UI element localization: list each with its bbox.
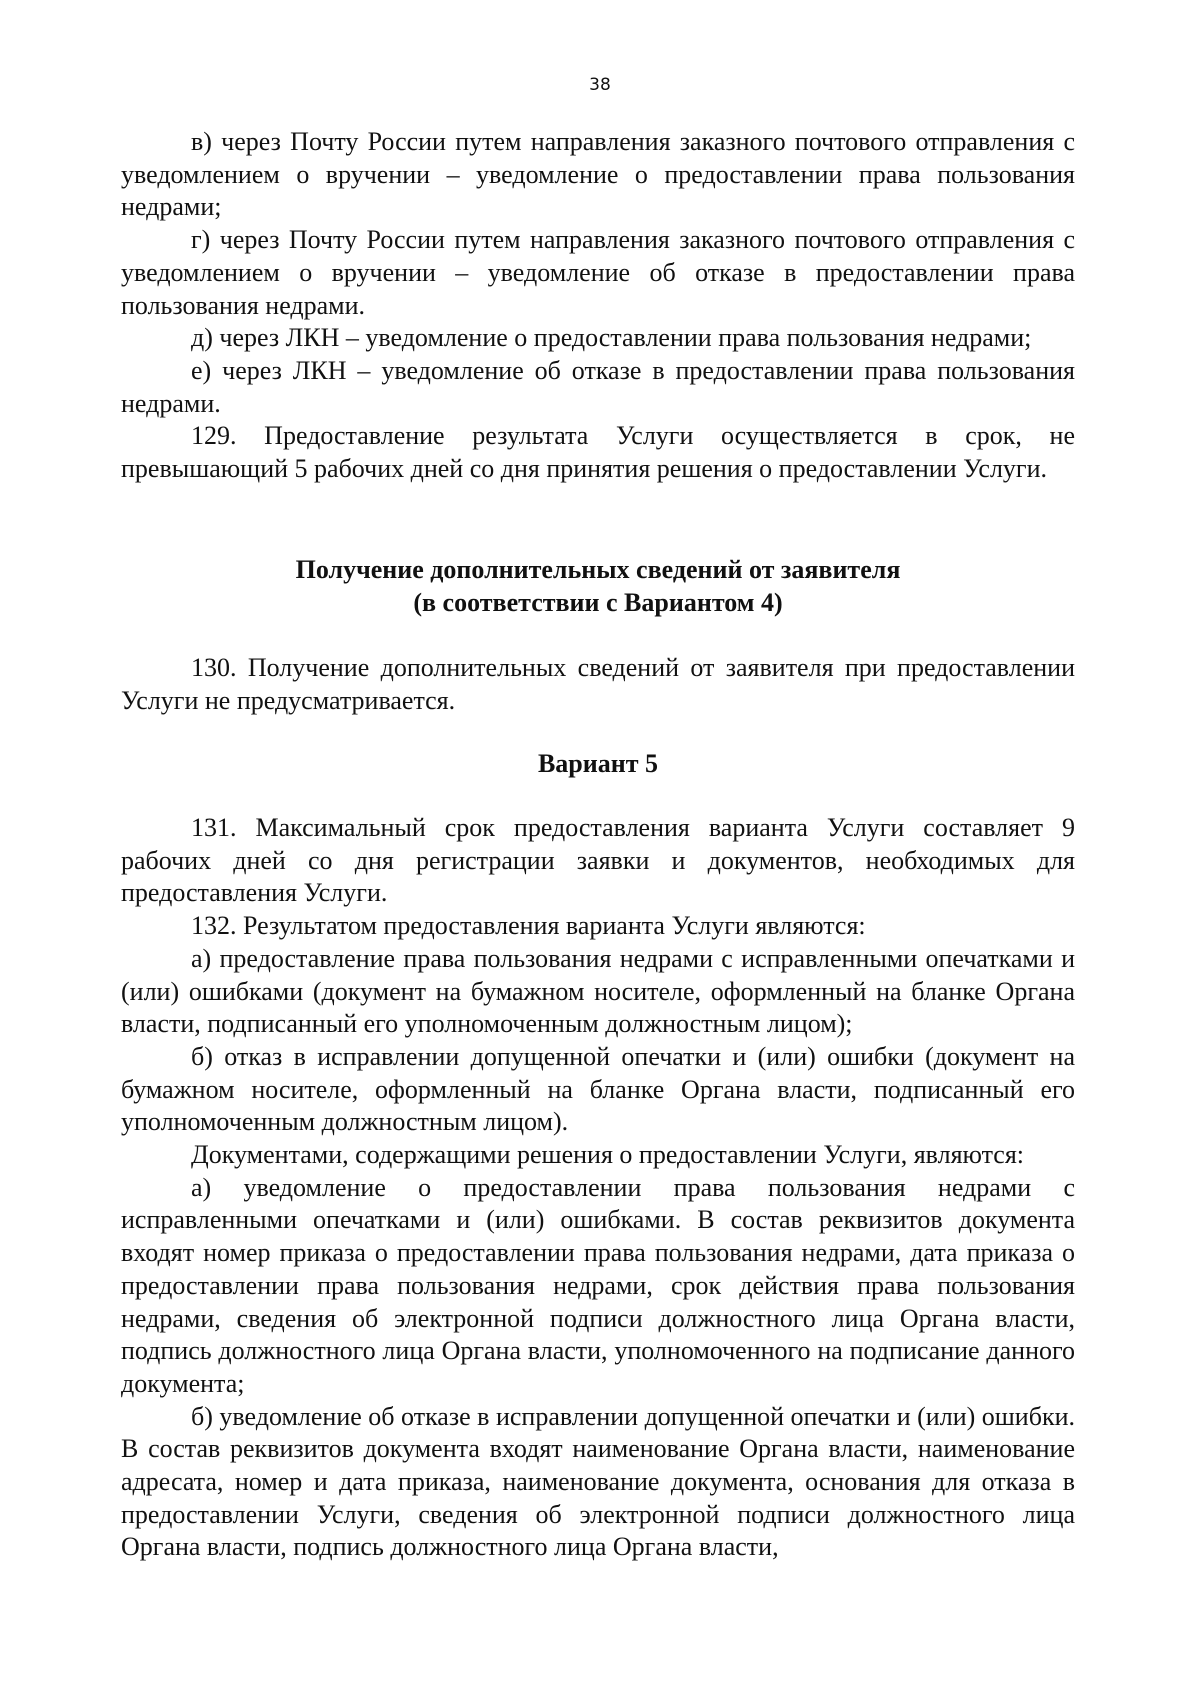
paragraph-decision-a: а) уведомление о предоставлении права пользования недрами с исправленными опечатками и (или) ошибками. В состав реквизитов документа входят номер приказа о предоставлении права пользования недрами, дата приказа о предоставлении права пользования недрами, срок действия права пользования недрами, сведения об электронной подписи должностного лица Органа власти, подпись должностного лица Органа власти, уполномоченного на подписание данного документа;	[121, 1172, 1075, 1398]
paragraph-132-a: а) предоставление права пользования недрами с исправленными опечатками и (или) ошибками (документ на бумажном носителе, оформленный на бланке Органа власти, подписанный его уполномоченным должностным лицом);	[121, 943, 1075, 1039]
paragraph-item-d: д) через ЛКН – уведомление о предоставлении права пользования недрами;	[191, 323, 1032, 353]
paragraph-block-delivery-methods	[121, 126, 1075, 486]
section-heading-variant-5	[121, 747, 1075, 780]
paragraph-decision-documents: Документами, содержащими решения о предоставлении Услуги, являются:	[191, 1140, 1025, 1170]
section-heading-additional-info	[121, 553, 1075, 619]
paragraph-131: 131. Максимальный срок предоставления варианта Услуги составляет 9 рабочих дней со дня регистрации заявки и документов, необходимых для предоставления Услуги.	[121, 813, 1075, 908]
section-heading-line-2: (в соответствии с Вариантом 4)	[413, 588, 783, 617]
paragraph-block-variant-5	[121, 812, 1075, 1564]
paragraph-decision-b: б) уведомление об отказе в исправлении допущенной опечатки и (или) ошибки. В состав реквизитов документа входят наименование Органа власти, наименование адресата, номер и дата приказа, наименование документа, основания для отказа в предоставлении Услуги, сведения об электронной подписи должностного лица Органа власти, подпись должностного лица Органа власти,	[121, 1401, 1075, 1562]
paragraph-block-130	[121, 652, 1075, 717]
paragraph-item-e: е) через ЛКН – уведомление об отказе в предоставлении права пользования недрами.	[121, 355, 1075, 418]
section-heading-line-1: Получение дополнительных сведений от заявителя	[295, 555, 901, 584]
paragraph-item-v: в) через Почту России путем направления заказного почтового отправления с уведомлением о вручении – уведомление о предоставлении права пользования недрами;	[121, 127, 1075, 222]
paragraph-item-g: г) через Почту России путем направления заказного почтового отправления с уведомлением о вручении – уведомление об отказе в предоставлении права пользования недрами.	[121, 225, 1075, 320]
paragraph-132: 132. Результатом предоставления варианта Услуги являются:	[191, 911, 866, 941]
variant-5-title: Вариант 5	[537, 749, 659, 778]
paragraph-130: 130. Получение дополнительных сведений от заявителя при предоставлении Услуги не предусматривается.	[121, 653, 1075, 715]
paragraph-132-b: б) отказ в исправлении допущенной опечатки и (или) ошибки (документ на бумажном носителе, оформленный на бланке Органа власти, подписанный его уполномоченным должностным лицом).	[121, 1041, 1075, 1137]
paragraph-129: 129. Предоставление результата Услуги осуществляется в срок, не превышающий 5 рабочих дней со дня принятия решения о предоставлении Услуги.	[121, 421, 1075, 484]
page-number: 38	[589, 75, 611, 95]
